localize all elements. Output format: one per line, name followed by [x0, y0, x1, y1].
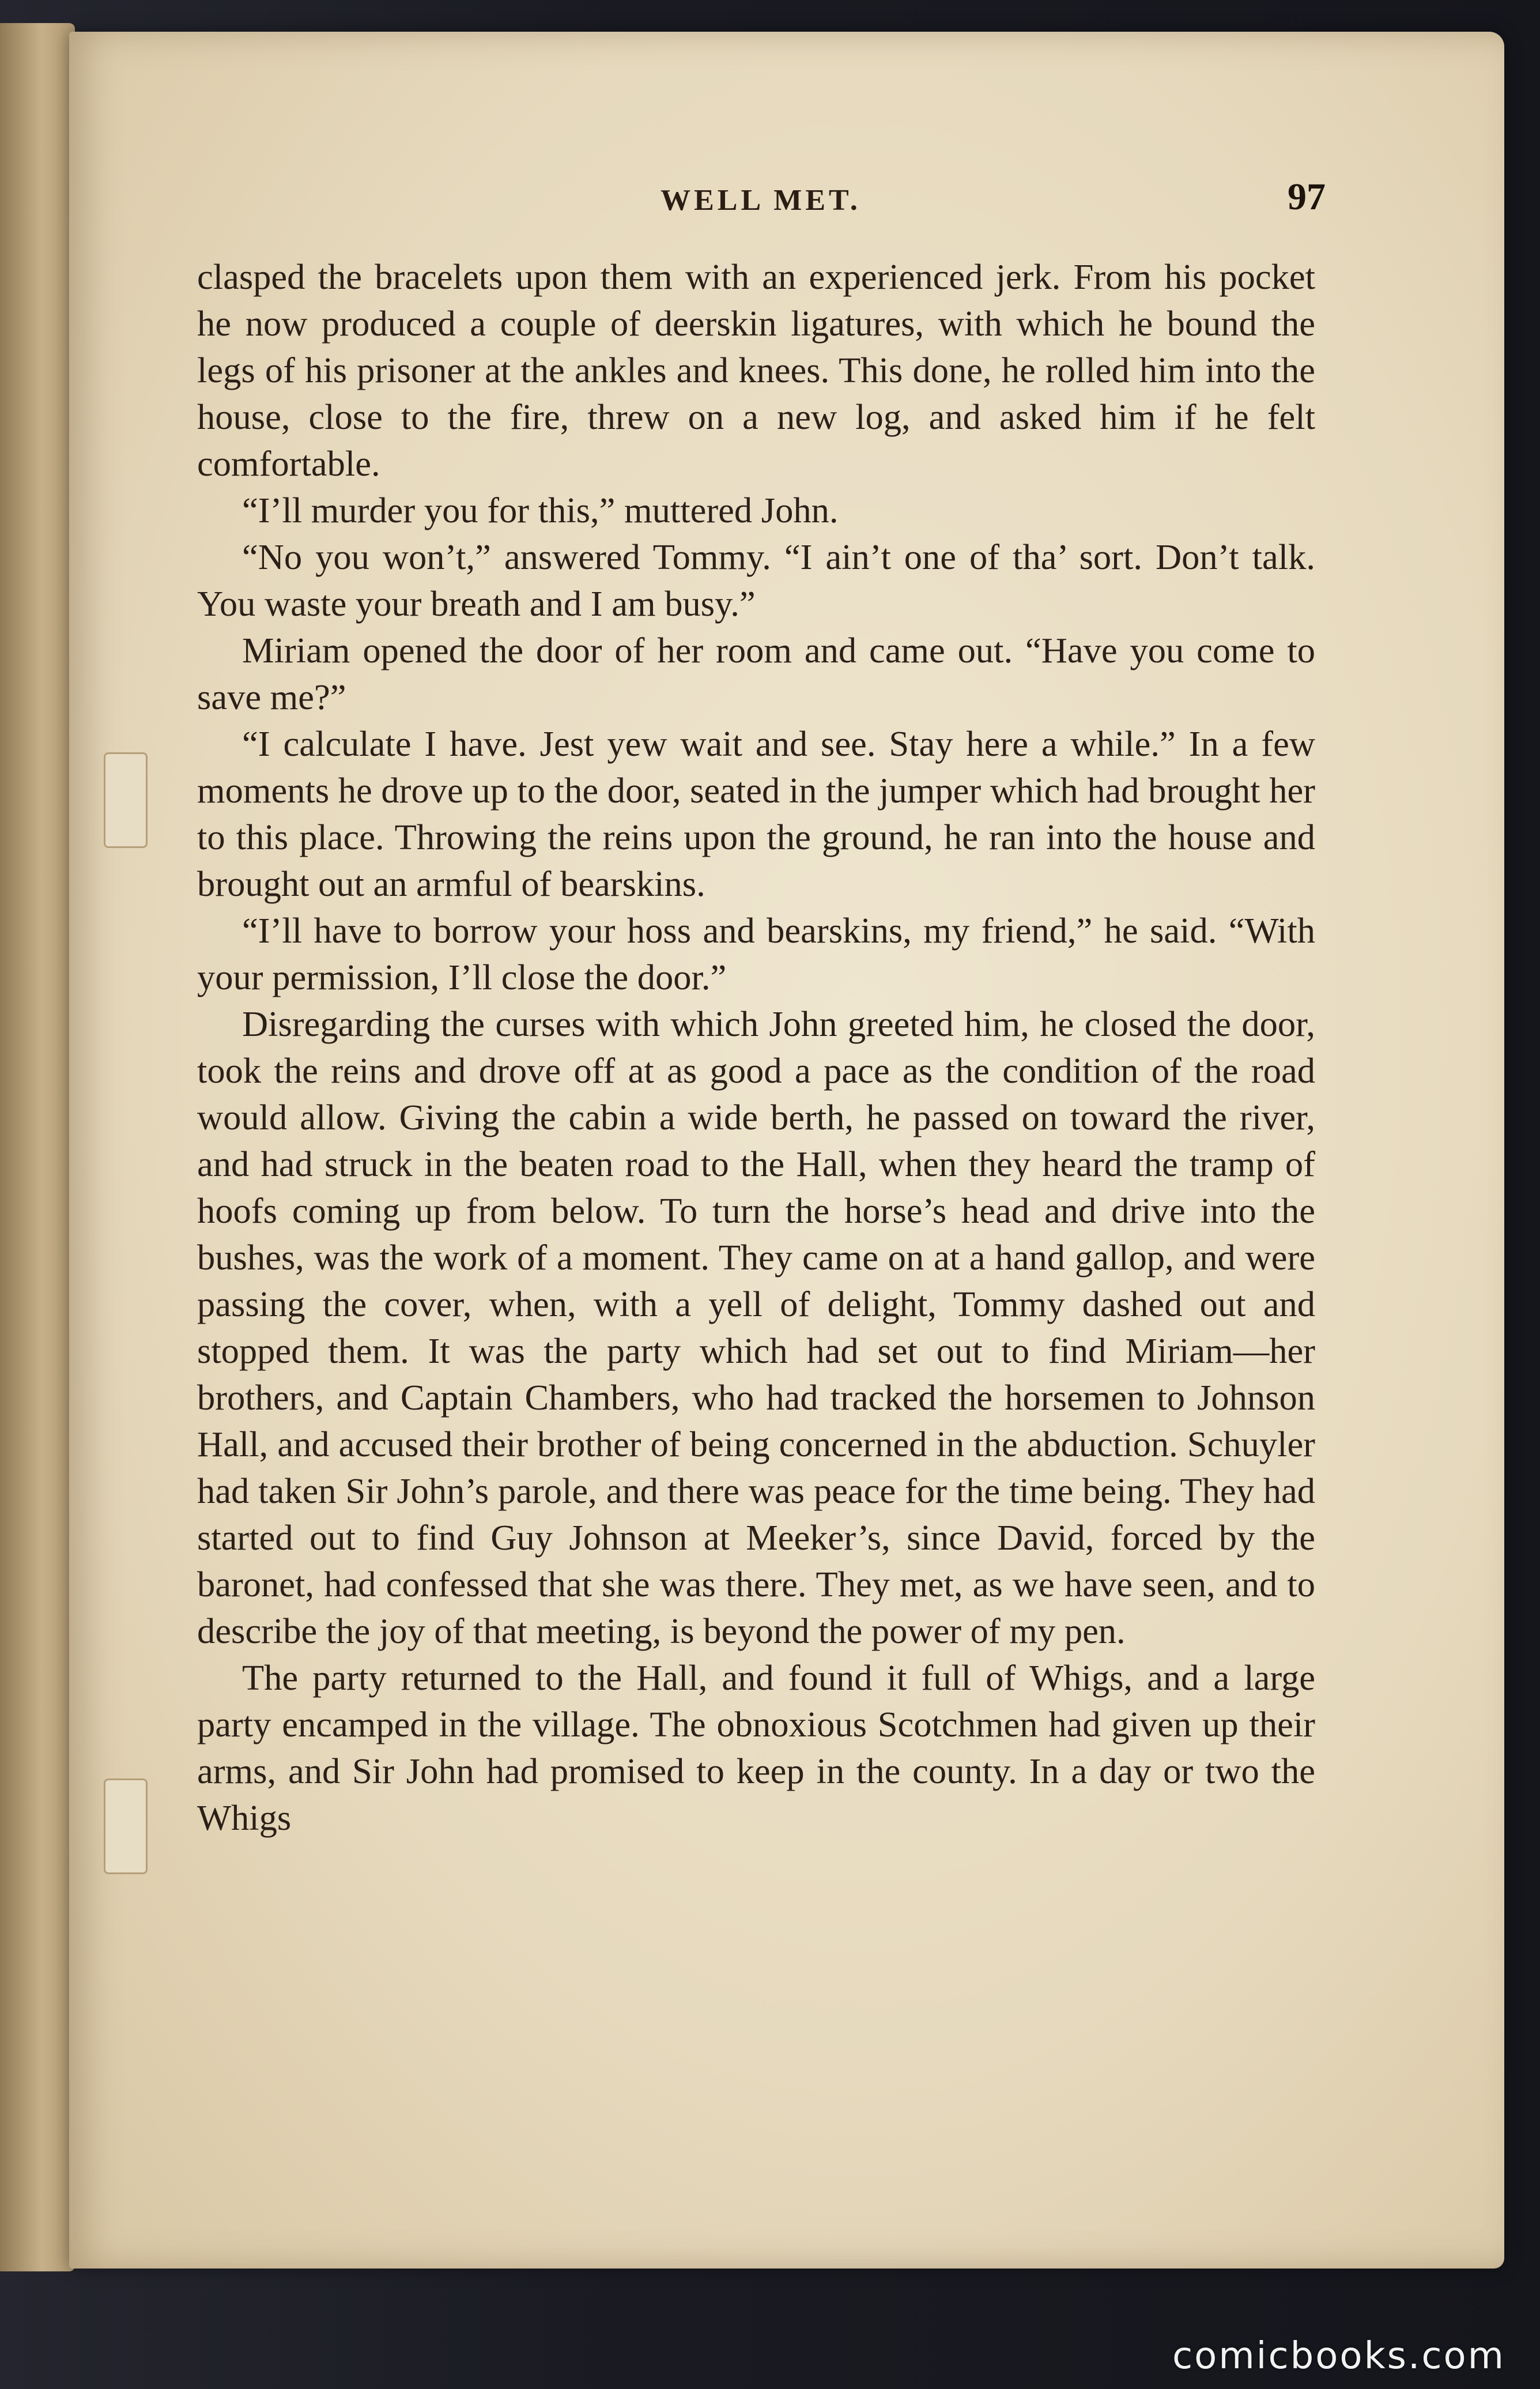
- facing-page-edge: [0, 23, 75, 2271]
- watermark: comicbooks.com: [1172, 2335, 1505, 2377]
- page-header: [196, 173, 1326, 236]
- binding-tab: [104, 752, 148, 848]
- paragraph: “No you won’t,” answered Tommy. “I ain’t one of tha’ sort. Don’t talk. You waste your breath and I am busy.”: [197, 537, 1315, 624]
- paragraph: clasped the bracelets upon them with an experienced jerk. From his pocket he now produced a couple of deerskin ligatures, with which he bound the legs of his prisoner at the ankles and knees. This done, he rolled him into the house, close to the fire, threw on a new log, and asked him if he felt comfortable.: [197, 257, 1315, 484]
- paragraph: “I’ll murder you for this,” muttered John.: [242, 490, 839, 530]
- paragraph: The party returned to the Hall, and found it full of Whigs, and a large party encamped in the village. The obnoxious Scotchmen had given up their arms, and Sir John had promised to keep in the county. In a day or two the Whigs: [197, 1657, 1315, 1838]
- running-head: WELL MET.: [660, 184, 861, 217]
- page-number: 97: [1288, 176, 1326, 218]
- paragraph: Miriam opened the door of her room and came out. “Have you come to save me?”: [197, 630, 1315, 717]
- binding-tab: [104, 1778, 148, 1874]
- paragraph: “I calculate I have. Jest yew wait and see. Stay here a while.” In a few moments he drove up to the door, seated in the jumper which had brought her to this place. Throwing the reins upon the ground, he ran into the house and brought out an armful of bearskins.: [197, 724, 1315, 904]
- paragraph: “I’ll have to borrow your hoss and bearskins, my friend,” he said. “With your permission, I’ll close the door.”: [197, 910, 1315, 997]
- body-text: [197, 254, 1315, 1841]
- paragraph: Disregarding the curses with which John greeted him, he closed the door, took the reins and drove off at as good a pace as the condition of the road would allow. Giving the cabin a wide berth, he passed on toward the river, and had struck in the beaten road to the Hall, when they heard the tramp of hoofs coming up from below. To turn the horse’s head and drive into the bushes, was the work of a moment. They came on at a hand gallop, and were passing the cover, when, with a yell of delight, Tommy dashed out and stopped them. It was the party which had set out to find Miriam—her brothers, and Captain Chambers, who had tracked the horsemen to Johnson Hall, and accused their brother of being concerned in the abduction. Schuyler had taken Sir John’s parole, and there was peace for the time being. They had started out to find Guy Johnson at Meeker’s, since David, forced by the baronet, had confessed that she was there. They met, as we have seen, and to describe the joy of that meeting, is beyond the power of my pen.: [197, 1004, 1315, 1651]
